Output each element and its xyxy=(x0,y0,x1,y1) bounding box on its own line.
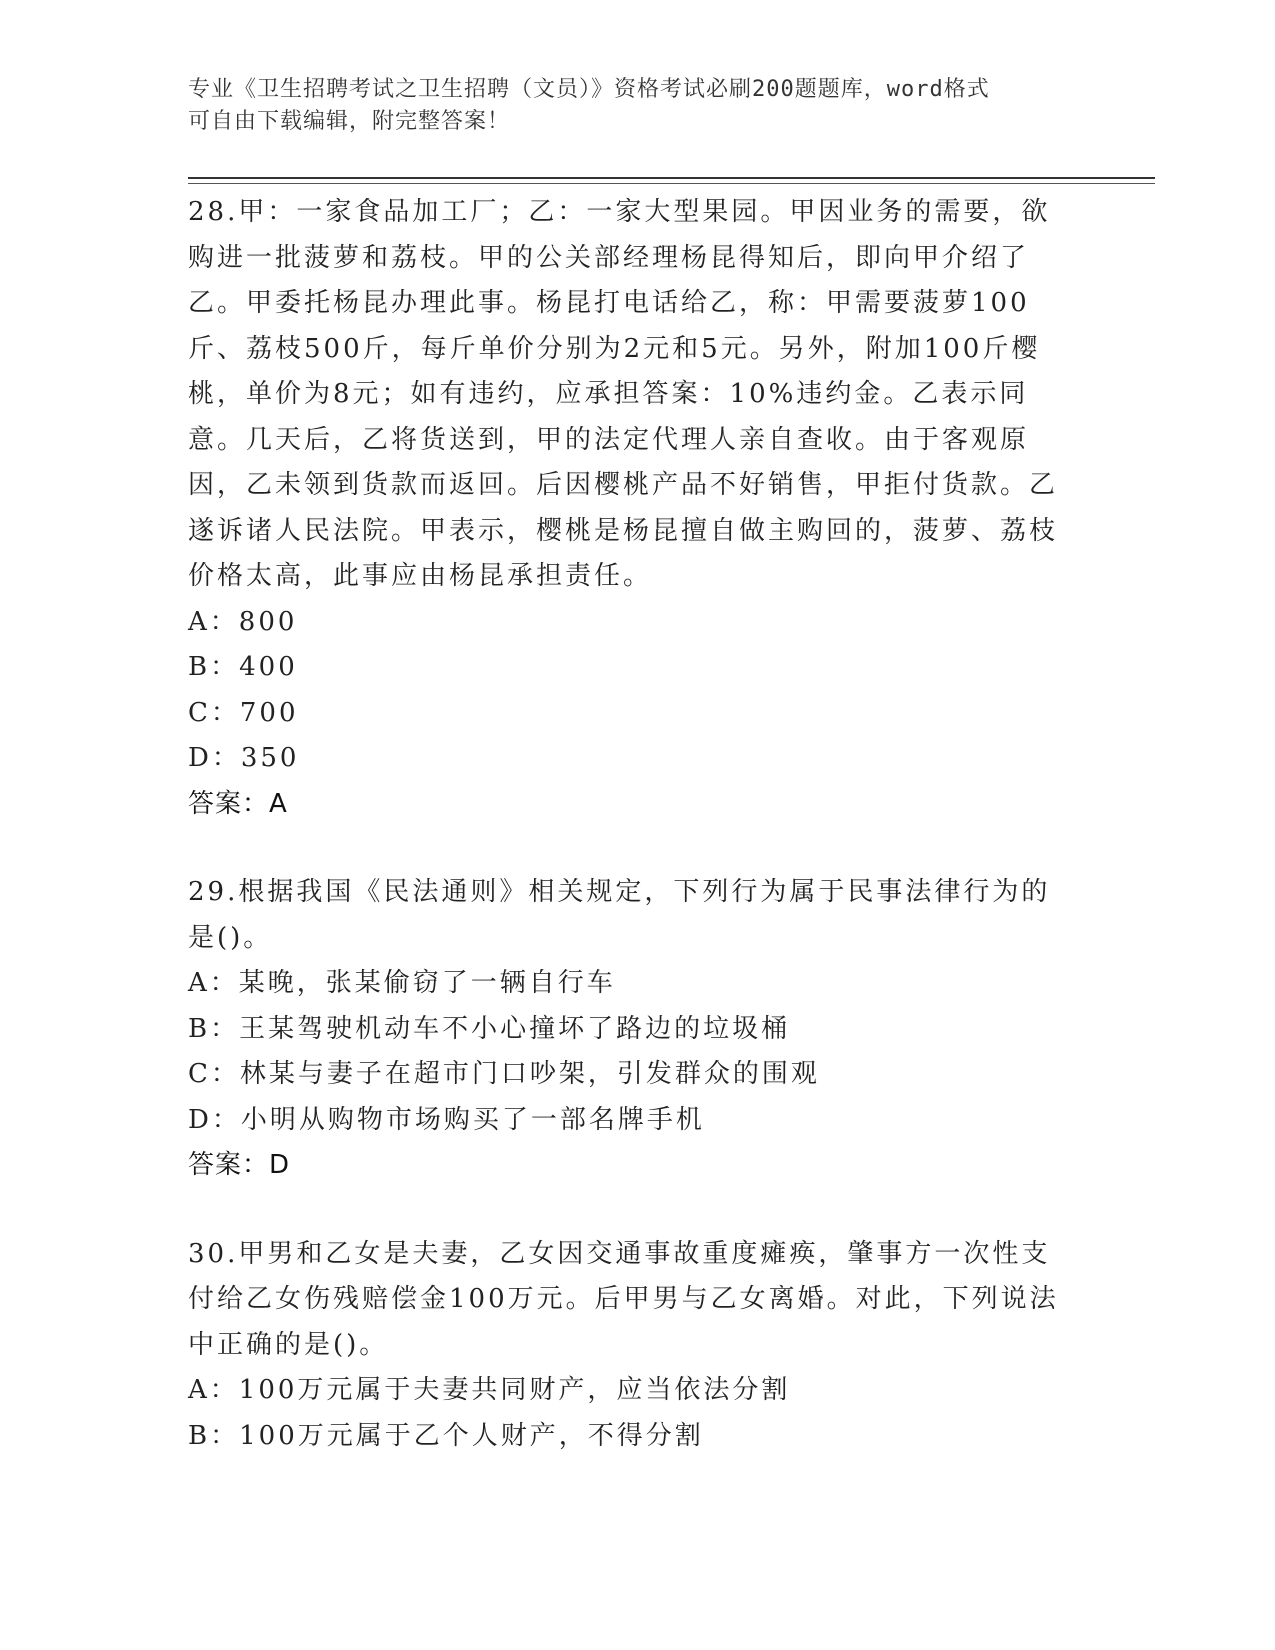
option-d: D：350 xyxy=(188,743,300,773)
question-spacer xyxy=(188,827,1078,870)
header-divider-thick xyxy=(188,177,1155,179)
option-a: A：800 xyxy=(188,606,298,637)
option-b: B：王某驾驶机动车不小心撞坏了路边的垃圾桶 xyxy=(188,1013,791,1044)
header-title-line-1: 专业《卫生招聘考试之卫生招聘（文员）》资格考试必刷200题题库，word格式 xyxy=(188,77,990,102)
answer-line: 答案：D xyxy=(188,1150,291,1180)
question-30 xyxy=(188,1232,1078,1460)
answer-line: 答案：A xyxy=(188,788,288,819)
header-divider-thin xyxy=(188,183,1155,184)
option-c: C：700 xyxy=(188,697,299,728)
option-a: A：某晚，张某偷窃了一辆自行车 xyxy=(188,968,616,998)
option-a: A：100万元属于夫妻共同财产，应当依法分割 xyxy=(188,1375,791,1405)
question-stem: 28.甲：一家食品加工厂；乙：一家大型果园。甲因业务的需要，欲购进一批菠萝和荔枝。甲的公关部经理杨昆得知后，即向甲介绍了乙。甲委托杨昆办理此事。杨昆打电话给乙，称：甲需要菠萝100斤、荔枝500斤，每斤单价分别为2元和5元。另外，附加100斤樱桃，单价为8元；如有违约，应承担答案：10%违约金。乙表示同意。几天后，乙将货送到，甲的法定代理人亲自查收。由于客观原因，乙未领到货款而返回。后因樱桃产品不好销售，甲拒付货款。乙遂诉诸人民法院。甲表示，樱桃是杨昆擅自做主购回的，菠萝、荔枝价格太高，此事应由杨昆承担责任。 xyxy=(188,197,1059,591)
question-spacer xyxy=(188,1189,1078,1232)
question-28 xyxy=(188,190,1078,827)
document-header xyxy=(188,74,1088,138)
question-29 xyxy=(188,870,1078,1189)
option-b: B：400 xyxy=(188,652,298,682)
question-list xyxy=(188,190,1078,1459)
question-stem: 30.甲男和乙女是夫妻，乙女因交通事故重度瘫痪，肇事方一次性支付给乙女伤残赔偿金100万元。后甲男与乙女离婚。对此，下列说法中正确的是()。 xyxy=(188,1238,1059,1360)
option-c: C：林某与妻子在超市门口吵架，引发群众的围观 xyxy=(188,1059,820,1089)
option-b: B：100万元属于乙个人财产，不得分割 xyxy=(188,1420,704,1451)
header-title-line-2: 可自由下载编辑，附完整答案！ xyxy=(188,109,511,134)
option-d: D：小明从购物市场购买了一部名牌手机 xyxy=(188,1104,705,1135)
question-stem: 29.根据我国《民法通则》相关规定，下列行为属于民事法律行为的是()。 xyxy=(188,877,1051,953)
